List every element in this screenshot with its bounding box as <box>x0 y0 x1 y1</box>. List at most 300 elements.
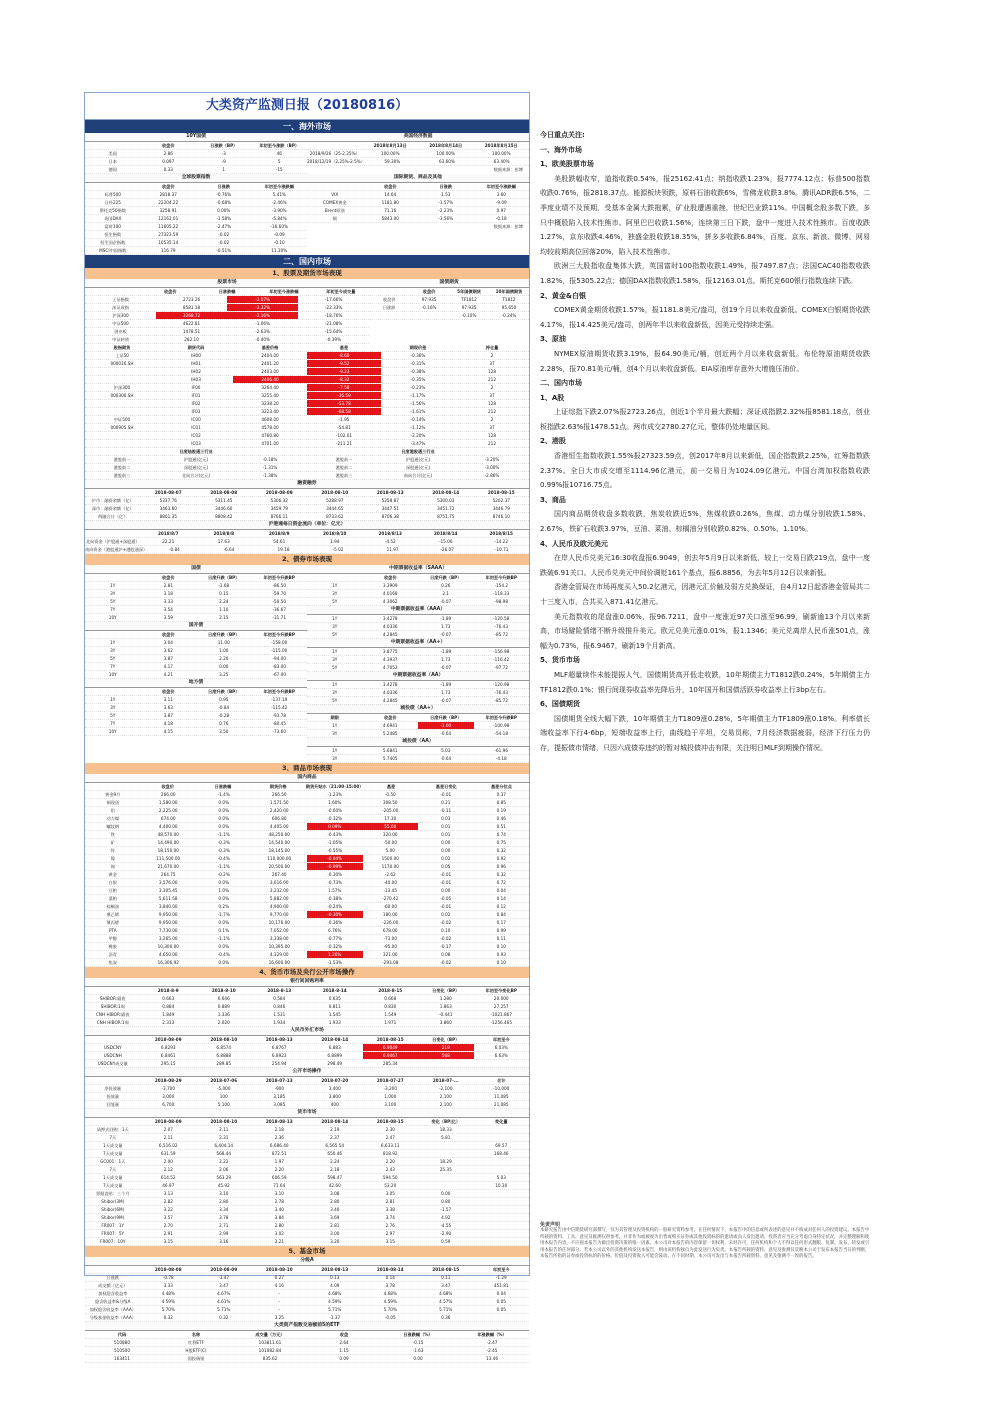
table-cell: 2.15 <box>219 615 229 620</box>
table-row <box>85 191 307 199</box>
table-cell: 港股前二 <box>113 465 131 470</box>
table-cell: 9,950.00 <box>158 920 178 925</box>
header-cell: 2018-08-14 <box>321 1037 349 1042</box>
table-cell: 3.15 <box>163 1239 173 1244</box>
header-cell: 收盘价 <box>383 575 397 580</box>
table-row <box>85 911 529 919</box>
table-cell: -9.23 <box>307 368 381 375</box>
table-row <box>85 1238 529 1246</box>
table-cell: 97.935 <box>421 297 437 302</box>
table-cell: -3.56% <box>438 216 454 221</box>
table-cell: 4.6941 <box>382 723 398 728</box>
header-cell: 2018-08-09 <box>210 1267 238 1272</box>
table-cell <box>418 1142 474 1149</box>
table-cell: 267.40 <box>271 872 287 877</box>
table-cell: 3.11 <box>163 697 173 702</box>
table-cell: 0.05 <box>496 1307 506 1312</box>
table-row <box>85 150 307 158</box>
table-row <box>85 1134 529 1142</box>
table-row <box>307 730 529 738</box>
table-cell: 2.07 <box>163 1127 173 1132</box>
table-cell: 219 <box>418 1044 474 1051</box>
table-cell: 5Y <box>332 698 338 703</box>
table-row <box>85 791 529 799</box>
table-cell: 4.3937 <box>382 657 398 662</box>
table-cell: -102.01 <box>335 433 353 438</box>
table-cell: -0.32% <box>327 944 343 949</box>
table-cell: 295.15 <box>160 1061 176 1066</box>
table-cell: -0.30% <box>307 911 363 918</box>
table-cell: -0.09 <box>273 232 285 237</box>
table-cell: 南向资金（港股通沪+港股通深） <box>85 547 148 552</box>
table-cell: 3463.60 <box>159 506 177 511</box>
header-cell: 日度升跌（BP） <box>208 632 240 637</box>
table-cell <box>418 1150 474 1157</box>
table-cell: 中证转债 <box>112 337 129 342</box>
report-title: 大类资产监测日报（20180816） <box>85 93 529 120</box>
table-caption: 融资融券 <box>85 480 529 489</box>
table-cell: 铜现货 <box>106 800 120 805</box>
table-cell: -0.441 <box>439 1012 453 1017</box>
table-cell: 2.43 <box>385 1167 395 1172</box>
table-cell: 3.60 <box>496 192 506 197</box>
table-cell: -1.89 <box>440 649 452 654</box>
table-cell: 0.11 <box>441 1275 451 1280</box>
mtn-aaa-table <box>307 565 529 606</box>
table-cell: 3.16 <box>219 1239 229 1244</box>
table-cell: 中证500 <box>112 321 129 326</box>
table-cell: 0.15 <box>219 591 229 596</box>
table-cell: 3451.72 <box>437 506 455 511</box>
header-cell: 2018-8-13 <box>267 988 292 993</box>
table-row <box>307 590 529 598</box>
table-cell: 0.0% <box>218 880 230 885</box>
table-cell: -0.4% <box>217 952 230 957</box>
table-cell: 25.35 <box>439 1167 452 1172</box>
table-cell: 3.63 <box>163 705 173 710</box>
table-cell: 10,395.00 <box>268 944 290 949</box>
table-header-row <box>85 142 307 150</box>
table-cell: -3,200 <box>383 1086 397 1091</box>
table-cell: 3.54 <box>163 607 173 612</box>
table-cell: 3,800 <box>328 1094 341 1099</box>
table-cell: 铝 <box>110 808 115 813</box>
table-cell: 3,576.00 <box>158 880 178 885</box>
table-cell <box>474 1158 530 1165</box>
table-cell: -1.4% <box>217 792 230 797</box>
table-header-row <box>307 142 529 150</box>
table-cell: 1Y <box>110 583 116 588</box>
table-cell: 264.75 <box>160 872 176 877</box>
table-header-row <box>307 714 529 722</box>
table-cell: 128 <box>488 433 496 438</box>
table-row <box>85 1214 529 1222</box>
table-cell: 1.26% <box>307 951 363 958</box>
table-row <box>85 247 307 255</box>
table-cell: 53.20 <box>384 1183 397 1188</box>
table-row <box>85 440 529 448</box>
table-cell: 上证指数 <box>112 297 129 302</box>
table-cell: 豆粕 <box>108 888 117 893</box>
table-cell: 285.34 <box>382 1061 398 1066</box>
table-cell: TF1812 <box>461 297 477 302</box>
table-cell: -53.78 <box>307 400 381 407</box>
table-cell: 深证成指 <box>112 305 129 310</box>
table-caption: 美国经济数据 <box>307 133 529 142</box>
table-cell: -4.18 <box>495 756 507 761</box>
table-cell: 0.12 <box>496 904 506 909</box>
header-cell: 基差价格 <box>261 345 279 350</box>
table-cell: 0.99 <box>496 928 506 933</box>
table-cell: 1.00 <box>219 648 229 653</box>
table-cell: -1.95 <box>338 417 350 422</box>
table-cell: 3.20 <box>330 1239 340 1244</box>
table-cell: -0.84 <box>218 705 230 710</box>
table-cell: 27323.59 <box>158 232 179 237</box>
table-cell: 3.4278 <box>382 616 398 621</box>
header-cell: 日涨跌 <box>439 184 453 189</box>
table-cell: 8581.18 <box>182 305 201 310</box>
table-row <box>85 472 529 480</box>
header-cell <box>85 530 141 537</box>
notes-body <box>540 143 870 756</box>
header-cell: 基差 <box>386 784 396 789</box>
table-cell: 2.18 <box>330 1167 340 1172</box>
table-cell: 0.2% <box>218 904 230 909</box>
table-cell: -10.71 <box>494 547 509 552</box>
table-row <box>85 1355 529 1363</box>
table-cell: -1.23% <box>327 792 343 797</box>
table-cell: 0.00 <box>219 664 229 669</box>
table-caption: 国债期货 <box>369 279 529 288</box>
table-row <box>85 959 529 967</box>
table-row <box>85 647 307 655</box>
table-cell: 0.51 <box>496 824 506 829</box>
table-cell: Shibor(6M) <box>101 1207 125 1212</box>
table-row <box>85 671 307 679</box>
notes-heading: 今日重点关注: <box>540 131 585 139</box>
table-cell: 212 <box>488 441 496 446</box>
table-cell: -120.58 <box>493 616 510 621</box>
table-row <box>85 903 529 911</box>
table-cell: 0.74 <box>496 832 506 837</box>
table-cell: 6.63% <box>494 1053 508 1058</box>
table-cell: SHIBOR:隔夜 <box>99 996 126 1001</box>
table-cell: -2.47 <box>486 1340 498 1345</box>
table-caption: 10Y国债 <box>85 133 307 142</box>
table-cell: -0.40% <box>255 337 271 342</box>
table-cell: 614.52 <box>160 1175 176 1180</box>
table-cell: 1478.51 <box>182 329 201 334</box>
header-cell <box>85 1036 141 1043</box>
table-cell: 0.0% <box>218 944 230 949</box>
table-cell: 5843.00 <box>381 216 399 221</box>
table-cell: -1.17% <box>410 393 426 398</box>
table-cell: 0.884 <box>162 1004 175 1009</box>
table-row <box>307 598 529 606</box>
header-cell: 年初至今涨跌幅 <box>269 289 299 294</box>
table-row <box>85 1044 529 1052</box>
table-cell: 3.00 <box>330 1231 340 1236</box>
notes-paragraph: 美股跌幅收窄，道指收跌0.54%，报25162.41点；纳指收跌1.23%，报7774.12点；标普500指数收跌0.76%，报2818.37点。能源板块领跌，原料石油收跌6%，雪佛龙收跌3.8%。腾讯ADR跌6.5%，二季度业绩不及预期，受基本金属大跌拖累，矿业股遭遇重挫，世纪巴业跌11%。中国概念股多数下跌，多只中概股陷入技术性熊市。阿里巴巴收跌1.56%，连续第三日下跌，盘中一度进入技术性熊市。百度收跌1.27%，京东收跌4.46%，独盛金股收跌18.35%，拼多多收跌6.84%，百度、京东、新浪、微博、网易均较前期高位回落20%，陷入技术性熊市。 <box>540 174 870 256</box>
table-cell: 0.00 <box>441 840 451 845</box>
table-cell: 18.29 <box>439 1159 452 1164</box>
header-cell: 2018-08-10 <box>210 1037 238 1042</box>
header-cell: 2018-07-06 <box>210 1078 238 1083</box>
table-cell: -2,100 <box>439 1086 453 1091</box>
table-cell: -98.98 <box>494 599 508 604</box>
table-cell: 18,150.00 <box>157 848 179 853</box>
table-cell: 000016.SH <box>110 361 134 366</box>
table-cell: 16,306.92 <box>157 960 179 965</box>
table-cell: -0.10% <box>461 313 477 318</box>
table-cell: 4.17 <box>163 664 173 669</box>
table-row <box>369 312 529 320</box>
table-cell: 5300.03 <box>437 498 455 503</box>
table-cell: -900 <box>274 1086 284 1091</box>
table-cell: 菜粕 <box>108 896 117 901</box>
table-header-row <box>85 530 529 538</box>
table-row <box>85 863 529 871</box>
table-cell: 3.15 <box>385 1239 395 1244</box>
table-cell: 6.9467 <box>363 1052 419 1059</box>
table-cell: 3.87 <box>163 713 173 718</box>
table-cell: 0.00 <box>413 1356 423 1361</box>
table-cell: 10Y <box>108 672 117 677</box>
table-row <box>307 215 529 223</box>
table-cell: -0.16% <box>421 305 437 310</box>
table-row <box>85 831 529 839</box>
table-caption: 中期票据收益率（AAA） <box>307 606 529 615</box>
header-cell: 2018-08-15 <box>376 1037 404 1042</box>
table-caption: 公开市场操作 <box>85 1068 529 1077</box>
margin-table <box>85 480 529 521</box>
table-cell: 4622.81 <box>182 321 201 326</box>
table-cell: 1天成交量 <box>103 1175 123 1180</box>
table-cell: 4608.00 <box>261 417 279 422</box>
table-cell: 2.97 <box>385 1231 395 1236</box>
header-cell <box>85 489 141 496</box>
table-row <box>85 1174 529 1182</box>
table-row <box>85 871 529 879</box>
section-overseas: 一、海外市场 <box>85 120 529 133</box>
table-cell: CNH HIBOR:1周 <box>96 1020 129 1025</box>
table-cell: -0.39% <box>326 337 342 342</box>
table-cell: 2.70 <box>163 1223 173 1228</box>
table-cell: 3.08 <box>330 1191 340 1196</box>
table-cell: 加权隐含收益率 <box>98 1291 128 1296</box>
table-cell: 锡 <box>110 864 115 869</box>
table-cell: 3Y <box>332 624 338 629</box>
table-cell: -26.07 <box>440 547 454 552</box>
table-row <box>85 320 369 328</box>
table-row <box>85 1158 529 1166</box>
table-cell: IC03 <box>191 441 201 446</box>
table-cell: 0.97 <box>496 208 506 213</box>
table-cell: 0.14 <box>496 896 506 901</box>
table-cell: -0.35% <box>410 377 426 382</box>
table-cell: 7,052.00 <box>269 928 289 933</box>
table-cell: 0.02 <box>441 912 451 917</box>
table-cell: -0.01 <box>440 880 452 885</box>
table-row <box>85 847 529 855</box>
table-row <box>85 839 529 847</box>
table-row <box>85 239 307 247</box>
header-cell: 变化量 <box>494 1119 508 1124</box>
header-cell: 2018-08-13 <box>376 490 404 495</box>
table-cell: - <box>278 1291 280 1296</box>
table-cell: -36.67 <box>272 607 286 612</box>
table-cell: 恒生指数 <box>104 232 122 237</box>
table-cell: 2,225.00 <box>158 808 178 813</box>
table-cell: 3264.40 <box>261 385 279 390</box>
table-cell: 沪深300 <box>112 313 129 318</box>
table-cell: 1500.00 <box>381 856 399 861</box>
table-cell <box>418 1182 474 1189</box>
table-cell: 1.280 <box>439 996 452 1001</box>
table-cell: -1.63 <box>412 1348 424 1353</box>
table-cell: 0.32 <box>496 872 506 877</box>
header-cell: 日涨跌幅 <box>214 784 232 789</box>
notes-paragraph: 香港金管局在市场再度买入50.2亿港元，因港元汇价触及弱方兑换保证，自4月12日起香港金管局共二十三度入市，合共买入871.41亿港元。 <box>540 583 870 606</box>
table-cell: -2.07% <box>227 296 298 303</box>
table-cell: -68.58 <box>307 408 381 415</box>
table-cell: 4.68% <box>439 1291 453 1296</box>
table-cell: 6.9049 <box>363 1044 419 1051</box>
table-cell: 铜 <box>332 216 337 221</box>
table-row <box>85 815 529 823</box>
table-cell: 8766.11 <box>270 514 288 519</box>
table-cell: 3.13 <box>163 1191 173 1196</box>
table-cell: 0.03 <box>441 816 451 821</box>
table-cell: -0.3% <box>217 840 230 845</box>
table-cell <box>369 312 409 319</box>
table-header-row <box>85 783 529 791</box>
table-cell: IH01 <box>191 361 201 366</box>
table-row <box>307 150 529 158</box>
table-cell: 0.92 <box>496 856 506 861</box>
table-row <box>85 606 307 614</box>
table-cell: -85.72 <box>494 632 508 637</box>
table-cell: 1.0% <box>218 888 230 893</box>
table-row <box>85 1230 529 1238</box>
table-row <box>85 505 529 513</box>
table-cell: 0.76 <box>219 721 229 726</box>
table-cell: 3,305.45 <box>158 888 178 893</box>
header-cell: 收盘价 <box>161 143 175 148</box>
table-cell <box>418 1174 474 1181</box>
table-row <box>85 166 307 174</box>
credit-aa-table <box>307 705 529 738</box>
table-cell: 631.59 <box>160 1151 176 1156</box>
table-cell: -0.14% <box>410 417 426 422</box>
table-cell: 4.0336 <box>382 624 398 629</box>
table-row <box>85 497 529 505</box>
table-cell: 0.84 <box>496 912 506 917</box>
header-cell: 收盘价 <box>383 184 397 189</box>
header-cell: 2018-08-14 <box>432 490 460 495</box>
bond-left <box>85 565 307 763</box>
table-cell: -5.84% <box>271 216 287 221</box>
table-cell: -59.70 <box>272 591 286 596</box>
table-cell: VIX <box>331 192 339 197</box>
table-row <box>85 704 307 712</box>
table-cell: 3459.79 <box>270 506 288 511</box>
table-row <box>85 1290 529 1298</box>
table-row <box>85 296 369 304</box>
table-cell: -2.62 <box>384 872 396 877</box>
table-row <box>85 1085 529 1093</box>
table-cell: 2.00 <box>163 1159 173 1164</box>
table-cell: 19.18 <box>277 547 290 552</box>
table-header-row <box>85 1077 529 1085</box>
header-cell: 日变化（BP） <box>432 988 460 993</box>
table-row <box>85 215 307 223</box>
table-cell: -13.45 <box>383 888 397 893</box>
table-cell: -0.24% <box>327 904 343 909</box>
table-cell: 3Y <box>110 648 116 653</box>
table-cell: 18.33 <box>439 1127 452 1132</box>
table-cell: 0.80 <box>441 1199 451 1204</box>
table-cell: 2.30 <box>385 1127 395 1132</box>
table-cell: 3.34 <box>219 1207 229 1212</box>
table-cell: 4,650.00 <box>158 952 178 957</box>
table-cell: -50.00 <box>383 840 397 845</box>
table-cell: 3.38 <box>385 1207 395 1212</box>
table-cell: 298.49 <box>327 1061 343 1066</box>
table-cell: -1.53% <box>327 960 343 965</box>
table-cell: -1.57 <box>440 1207 452 1212</box>
table-cell: 港股前三 <box>113 473 131 478</box>
table-cell: 2 <box>490 385 494 390</box>
table-cell: 0.21 <box>441 800 451 805</box>
caption-right: 日度港股通三行业 <box>401 449 435 454</box>
table-cell: 5.71% <box>217 1307 231 1312</box>
table-cell: 6.8767 <box>271 1045 287 1050</box>
table-cell: 3,400 <box>328 1086 341 1091</box>
table-cell: 0.95 <box>219 697 229 702</box>
table-cell: 聚丙烯 <box>106 920 120 925</box>
table-cell: -0.43% <box>327 832 343 837</box>
table-row <box>85 887 529 895</box>
table-cell: 2.24 <box>219 599 229 604</box>
key-notes <box>540 128 870 756</box>
notes-subheading: 5、货币市场 <box>540 656 580 665</box>
table-cell: Brent原油 <box>324 208 345 213</box>
table-cell: -0.73% <box>327 880 343 885</box>
table-cell: -1.58% <box>216 216 232 221</box>
table-cell: 3447.51 <box>381 506 399 511</box>
table-cell: 6.8899 <box>327 1053 343 1058</box>
table-cell: -73.60 <box>272 729 286 734</box>
table-cell: Shibor(9M) <box>101 1215 125 1220</box>
table-cell: 4.2845 <box>382 698 398 703</box>
table-cell: 焦炭 <box>108 960 117 965</box>
table-cell: 螺纹钢 <box>106 824 120 829</box>
table-cell: 3.4278 <box>382 682 398 687</box>
table-cell: 6,633.11 <box>380 1143 400 1148</box>
header-cell: 成交量（万元） <box>255 1332 285 1337</box>
table-cell: 2.47 <box>385 1135 395 1140</box>
table-cell: -0.23% <box>410 385 426 390</box>
table-cell: -21.08% <box>324 321 343 326</box>
table-header-row <box>85 1331 529 1339</box>
table-row <box>307 755 529 763</box>
table-cell: 97.935 <box>461 305 477 310</box>
table-cell: 6.76% <box>328 928 342 933</box>
table-cell: 2018/12/19（2.25%-2.5%） <box>307 159 365 164</box>
table-row <box>85 1019 529 1027</box>
